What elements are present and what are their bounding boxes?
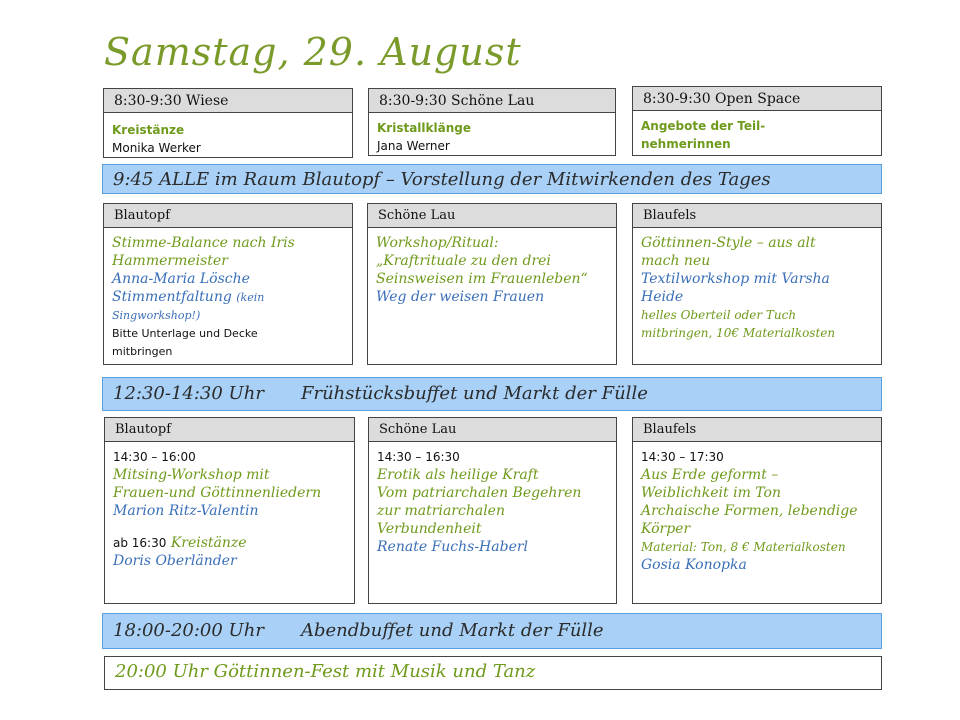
session-box-wiese [103,88,353,158]
final-event [104,656,882,690]
session-title-cont: Weiblichkeit im Ton [641,485,782,501]
session-header: Schöne Lau [368,204,616,228]
session-type: Workshop/Ritual: [376,235,499,251]
session-box-blautopf-am [103,203,353,365]
session-header: Blautopf [104,204,352,228]
plenary-band [102,164,882,194]
breakfast-band [102,377,882,411]
session-leader: Weg der weisen Frauen [376,289,545,305]
session-hint: helles Oberteil oder Tuch [641,308,797,322]
breakfast-time: 12:30-14:30 Uhr [113,383,264,404]
session-title-cont: Frauen-und Göttinnenliedern [113,485,322,501]
session-hint: Material: Ton, 8 € Materialkosten [641,540,846,554]
session-title: Göttinnen-Style – aus alt [641,235,816,251]
session-header: 8:30-9:30 Schöne Lau [369,89,615,113]
session-box-open-space [632,86,882,156]
session-box-blaufels-pm [632,417,882,604]
session-hint: Bitte Unterlage und Decke [112,327,258,340]
final-event-text: 20:00 Uhr Göttinnen-Fest mit Musik und Tanz [115,661,536,682]
session-header: Schöne Lau [369,418,616,442]
session-note: (kein [236,291,265,304]
page-title: Samstag, 29. August [104,30,522,74]
session-title-cont: Seinsweisen im Frauenleben“ [376,271,588,287]
session-leader: Renate Fuchs-Haberl [377,539,529,555]
session-header: Blaufels [633,204,881,228]
dinner-time: 18:00-20:00 Uhr [113,620,264,641]
session-header: 8:30-9:30 Open Space [633,87,881,111]
session-title: „Kraftrituale zu den drei [376,253,551,269]
session-leader-cont: Heide [641,289,684,305]
session-leader: Monika Werker [112,141,201,155]
session-subtitle-cont: zur matriarchalen [377,503,505,519]
session-box-blaufels-am [632,203,882,365]
session-time: 14:30 – 16:30 [377,450,460,464]
session-header: 8:30-9:30 Wiese [104,89,352,113]
session-time: 14:30 – 17:30 [641,450,724,464]
session-title: Kristallklänge [377,121,471,135]
session-leader: Gosia Konopka [641,557,747,573]
session-time: 14:30 – 16:00 [113,450,196,464]
session-leader: Textilworkshop mit Varsha [641,271,830,287]
session-box-schoene-lau [368,88,616,156]
session-title: Mitsing-Workshop mit [113,467,270,483]
session-title-cont: Hammermeister [112,253,228,269]
session-subtitle: Vom patriarchalen Begehren [377,485,582,501]
dinner-text: Abendbuffet und Markt der Fülle [301,620,604,641]
session-leader-2: Doris Oberländer [113,553,237,569]
session-header: Blaufels [633,418,881,442]
session-subtitle: Stimmentfaltung [112,289,232,305]
session-title-cont: nehmerinnen [641,137,731,151]
session-header: Blautopf [105,418,354,442]
session-hint-cont: mitbringen [112,345,173,358]
plenary-text: 9:45 ALLE im Raum Blautopf – Vorstellung der Mitwirkenden des Tages [113,169,771,190]
session-title: Kreistänze [112,123,185,137]
session-box-schoene-lau-pm [368,417,617,604]
dinner-band [102,613,882,649]
session-title-cont: mach neu [641,253,711,269]
session-box-schoene-lau-am [367,203,617,365]
session-title-2: Kreistänze [170,535,247,551]
session-time-2: ab 16:30 [113,536,167,550]
session-title: Angebote der Teil- [641,119,766,133]
session-title: Stimme-Balance nach Iris [112,235,295,251]
session-leader: Anna-Maria Lösche [112,271,250,287]
session-box-blautopf-pm [104,417,355,604]
session-subtitle-cont2: Verbundenheit [377,521,482,537]
session-leader: Jana Werner [377,139,450,153]
session-leader: Marion Ritz-Valentin [113,503,259,519]
session-subtitle: Archaische Formen, lebendige [641,503,858,519]
session-title: Aus Erde geformt – [641,467,779,483]
session-title: Erotik als heilige Kraft [377,467,539,483]
session-note-cont: Singworkshop!) [112,309,201,322]
session-subtitle-cont: Körper [641,521,691,537]
breakfast-text: Frühstücksbuffet und Markt der Fülle [301,383,648,404]
session-hint-cont: mitbringen, 10€ Materialkosten [641,326,836,340]
